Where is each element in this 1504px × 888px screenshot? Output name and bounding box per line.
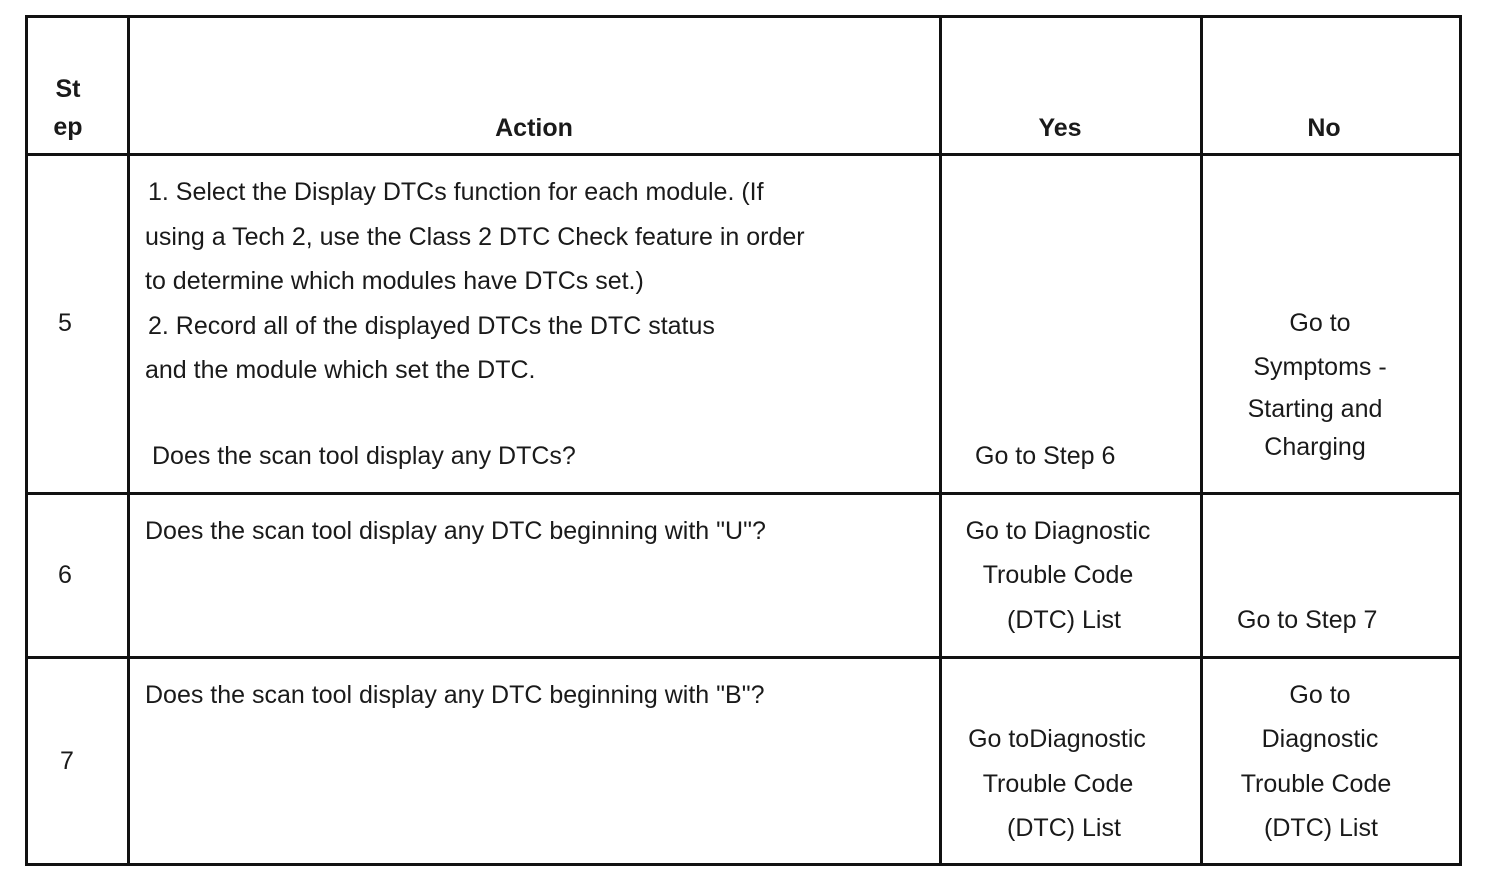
header-step-line1: St bbox=[55, 75, 81, 103]
header-action: Action bbox=[495, 114, 573, 142]
no-text: (DTC) List bbox=[1264, 814, 1378, 842]
yes-text: Go to Diagnostic bbox=[965, 517, 1151, 545]
step-number: 7 bbox=[60, 747, 74, 775]
column-divider bbox=[127, 18, 130, 863]
no-text: Trouble Code bbox=[1240, 770, 1392, 798]
row-divider bbox=[28, 492, 1459, 495]
header-step bbox=[28, 77, 108, 140]
row-divider bbox=[28, 656, 1459, 659]
no-text: Starting and bbox=[1247, 395, 1383, 423]
action-text: and the module which set the DTC. bbox=[145, 356, 536, 384]
action-text: 1. Select the Display DTCs function for each module. (If bbox=[148, 178, 764, 206]
action-text: to determine which modules have DTCs set.) bbox=[145, 267, 644, 295]
yes-text: (DTC) List bbox=[1007, 814, 1121, 842]
no-text: Go to Step 7 bbox=[1237, 606, 1378, 634]
action-text: 2. Record all of the displayed DTCs the DTC status bbox=[148, 312, 715, 340]
no-text: Diagnostic bbox=[1261, 725, 1379, 753]
yes-text: Trouble Code bbox=[982, 561, 1134, 589]
yes-text: (DTC) List bbox=[1007, 606, 1121, 634]
action-text: using a Tech 2, use the Class 2 DTC Check feature in order bbox=[145, 223, 805, 251]
header-step-line2: ep bbox=[53, 113, 83, 141]
action-question: Does the scan tool display any DTCs? bbox=[152, 442, 576, 470]
header-yes: Yes bbox=[1038, 114, 1082, 142]
yes-text: Go toDiagnostic bbox=[968, 725, 1146, 753]
no-text: Symptoms - bbox=[1253, 353, 1387, 381]
no-text: Charging bbox=[1264, 433, 1366, 461]
action-question: Does the scan tool display any DTC beginning with "U"? bbox=[145, 517, 766, 545]
yes-text: Trouble Code bbox=[982, 770, 1134, 798]
action-question: Does the scan tool display any DTC beginning with "B"? bbox=[145, 681, 765, 709]
no-text: Go to bbox=[1289, 309, 1351, 337]
step-number: 6 bbox=[58, 561, 72, 589]
header-no: No bbox=[1307, 114, 1341, 142]
step-number: 5 bbox=[58, 309, 72, 337]
yes-text: Go to Step 6 bbox=[975, 442, 1116, 470]
row-divider bbox=[28, 153, 1459, 156]
no-text: Go to bbox=[1289, 681, 1351, 709]
